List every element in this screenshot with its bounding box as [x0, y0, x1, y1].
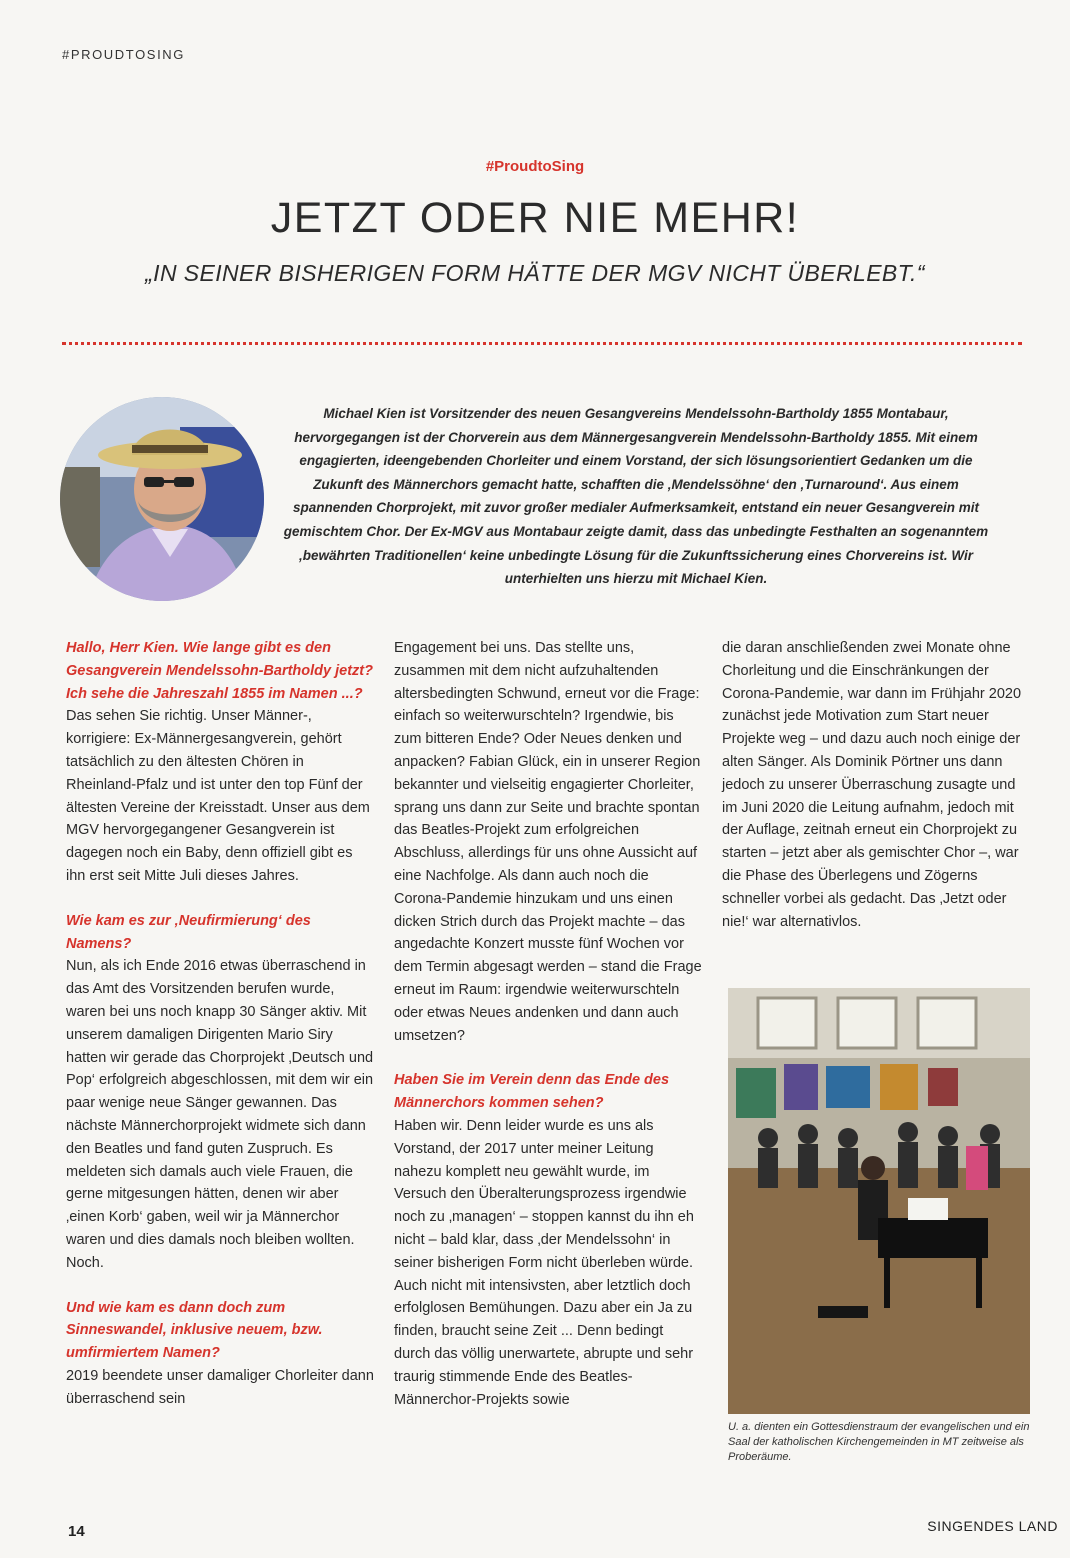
text-column-1	[66, 637, 374, 1411]
choir-photo-illustration	[728, 988, 1030, 1414]
magazine-name: SINGENDES LAND	[927, 1518, 1058, 1534]
article-lead: Michael Kien ist Vorsitzender des neuen Gesangvereins Mendelssohn-Bartholdy 1855 Montabaur, hervorgegangen ist der Chorverein aus dem Männergesangverein Mendelssohn-Bartholdy 1855. Mit einem engagierten, ideengebenden Chorleiter und einem Vorstand, der sich lösungsorientiert Gedanken um die Zukunft des Männerchors gemacht hatte, schafften die ‚Mendelssöhne‘ den ‚Turnaround‘. Aus einem spannenden Chorprojekt, mit zuvor großer medialer Aufmerksamkeit, entstand ein neuer Gesangverein mit gemischtem Chor. Der Ex-MGV aus Montabaur zeigte damit, dass das unbedingte Festhalten an sogenanntem ‚bewährten Traditionellen‘ keine unbedingte Lösung für die Zukunftssicherung eines Chorvereins ist. Wir unterhielten uns hierzu mit Michael Kien.	[283, 406, 989, 587]
text-column-3	[722, 637, 1026, 933]
text-column-2	[394, 637, 702, 1411]
interview-answer: Das sehen Sie richtig. Unser Männer-, korrigiere: Ex-Männergesangverein, gehört tatsächlich zu den ältesten Chören in Rheinland-Pfalz und ist unter den top Fünf der ältesten Vereine der Kreisstadt. Unser aus dem MGV hervorgegangener Gesangverein ist dagegen noch ein Baby, denn offiziell gibt es ihn erst seit Mitte Juli dieses Jahres.	[66, 708, 370, 884]
dotted-divider	[62, 342, 1022, 345]
photo-caption: U. a. dienten ein Gottesdienstraum der evangelischen und ein Saal der katholischen Kirchengemeinden in MT zeitweise als Proberäume.	[728, 1421, 1030, 1463]
section-tag: #PROUDTOSING	[62, 47, 185, 62]
portrait-illustration	[60, 397, 264, 601]
article-subtitle: „IN SEINER BISHERIGEN FORM HÄTTE DER MGV NICHT ÜBERLEBT.“	[145, 260, 925, 286]
portrait-photo	[60, 397, 264, 601]
interview-answer: Haben wir. Denn leider wurde es uns als Vorstand, der 2017 unter meiner Leitung nahezu komplett neu gewählt wurde, im Versuch den Überalterungsprozess irgendwie noch zu ‚managen‘ – stoppen kannst du ihn eh nicht – bald klar, dass ‚der Mendelssohn‘ in seiner bisherigen Form nicht überleben würde. Auch nicht mit intensivsten, aber letztlich doch erfolglosen Bemühungen. Dazu aber ein Ja zu finden, braucht seine Zeit ... Denn bedingt durch das völlig unerwartete, abrupte und sehr traurig stimmende Ende des Beatles-Männerchor-Projekts sowie	[394, 1117, 694, 1408]
choir-rehearsal-photo	[728, 988, 1030, 1414]
interview-answer: Nun, als ich Ende 2016 etwas überraschend in das Amt des Vorsitzenden berufen wurde, waren bei uns noch knapp 30 Sänger aktiv. Mit unserem damaligen Dirigenten Mario Siry hatten wir gerade das Chorprojekt ‚Deutsch und Pop‘ erfolgreich abgeschlossen, mit dem wir ein paar wenige neue Sänger gewannen. Das nächste Männerchorprojekt widmete sich dann den Beatles und fand guten Zuspruch. Es meldeten sich damals auch viele Frauen, die gerne mitgesungen hätten, denen wir aber ‚einen Korb‘ gaben, weil wir ja Männerchor waren und dies damals noch bleiben wollten. Noch.	[66, 958, 374, 1271]
interview-question: Haben Sie im Verein denn das Ende des Männerchors kommen sehen?	[394, 1072, 670, 1112]
interview-question: Hallo, Herr Kien. Wie lange gibt es den Gesangverein Mendelssohn-Bartholdy jetzt? Ich sehe die Jahreszahl 1855 im Namen ...?	[66, 640, 373, 702]
article-kicker: #ProudtoSing	[485, 158, 585, 175]
interview-question: Wie kam es zur ‚Neufirmierung‘ des Namens?	[66, 912, 311, 952]
interview-answer: die daran anschließenden zwei Monate ohne Chorleitung und die Einschränkungen der Corona-Pandemie, war dann im Frühjahr 2020 zunächst jede Motivation zum Start neuer Projekte weg – und dazu auch noch einige der alten Sänger. Als Dominik Pörtner uns dann jedoch zu unserer Überraschung zusagte und im Juni 2020 die Leitung aufnahm, jedoch mit der Auflage, zeitnah erneut ein Chorprojekt zu starten – jetzt aber als gemischter Chor –, war die Phase des Überlegens und Zögerns schneller vorbei als gedacht. Das ‚Jetzt oder nie!‘ war alternativlos.	[722, 640, 1022, 930]
article-title: JETZT ODER NIE MEHR!	[270, 194, 800, 242]
interview-question: Und wie kam es dann doch zum Sinneswandel, inklusive neuem, bzw. umfirmiertem Namen?	[66, 1299, 323, 1362]
page-number: 14	[68, 1523, 85, 1540]
interview-answer: Engagement bei uns. Das stellte uns, zusammen mit dem nicht aufzuhaltenden altersbedingten Schwund, erneut vor die Frage: einfach so weiterwurschteln? Irgendwie, bis zum bitteren Ende? Oder Neues denken und anpacken? Fabian Glück, ein in unserer Region bekannter und vielseitig engagierter Chorleiter, sprang uns dann zur Seite und brachte spontan das Beatles-Projekt zum erfolgreichen Abschluss, allerdings für uns ohne Aussicht auf eine Nachfolge. Als dann auch noch die Corona-Pandemie hinzukam und uns einen dicken Strich durch das Projekt machte – das angedachte Konzert musste fünf Wochen vor dem Termin abgesagt werden – stand die Frage erneut im Raum: irgendwie weiterwurschteln oder etwas Neues andenken und dann auch umsetzen?	[394, 640, 702, 1044]
interview-answer: 2019 beendete unser damaliger Chorleiter dann überraschend sein	[66, 1367, 374, 1407]
